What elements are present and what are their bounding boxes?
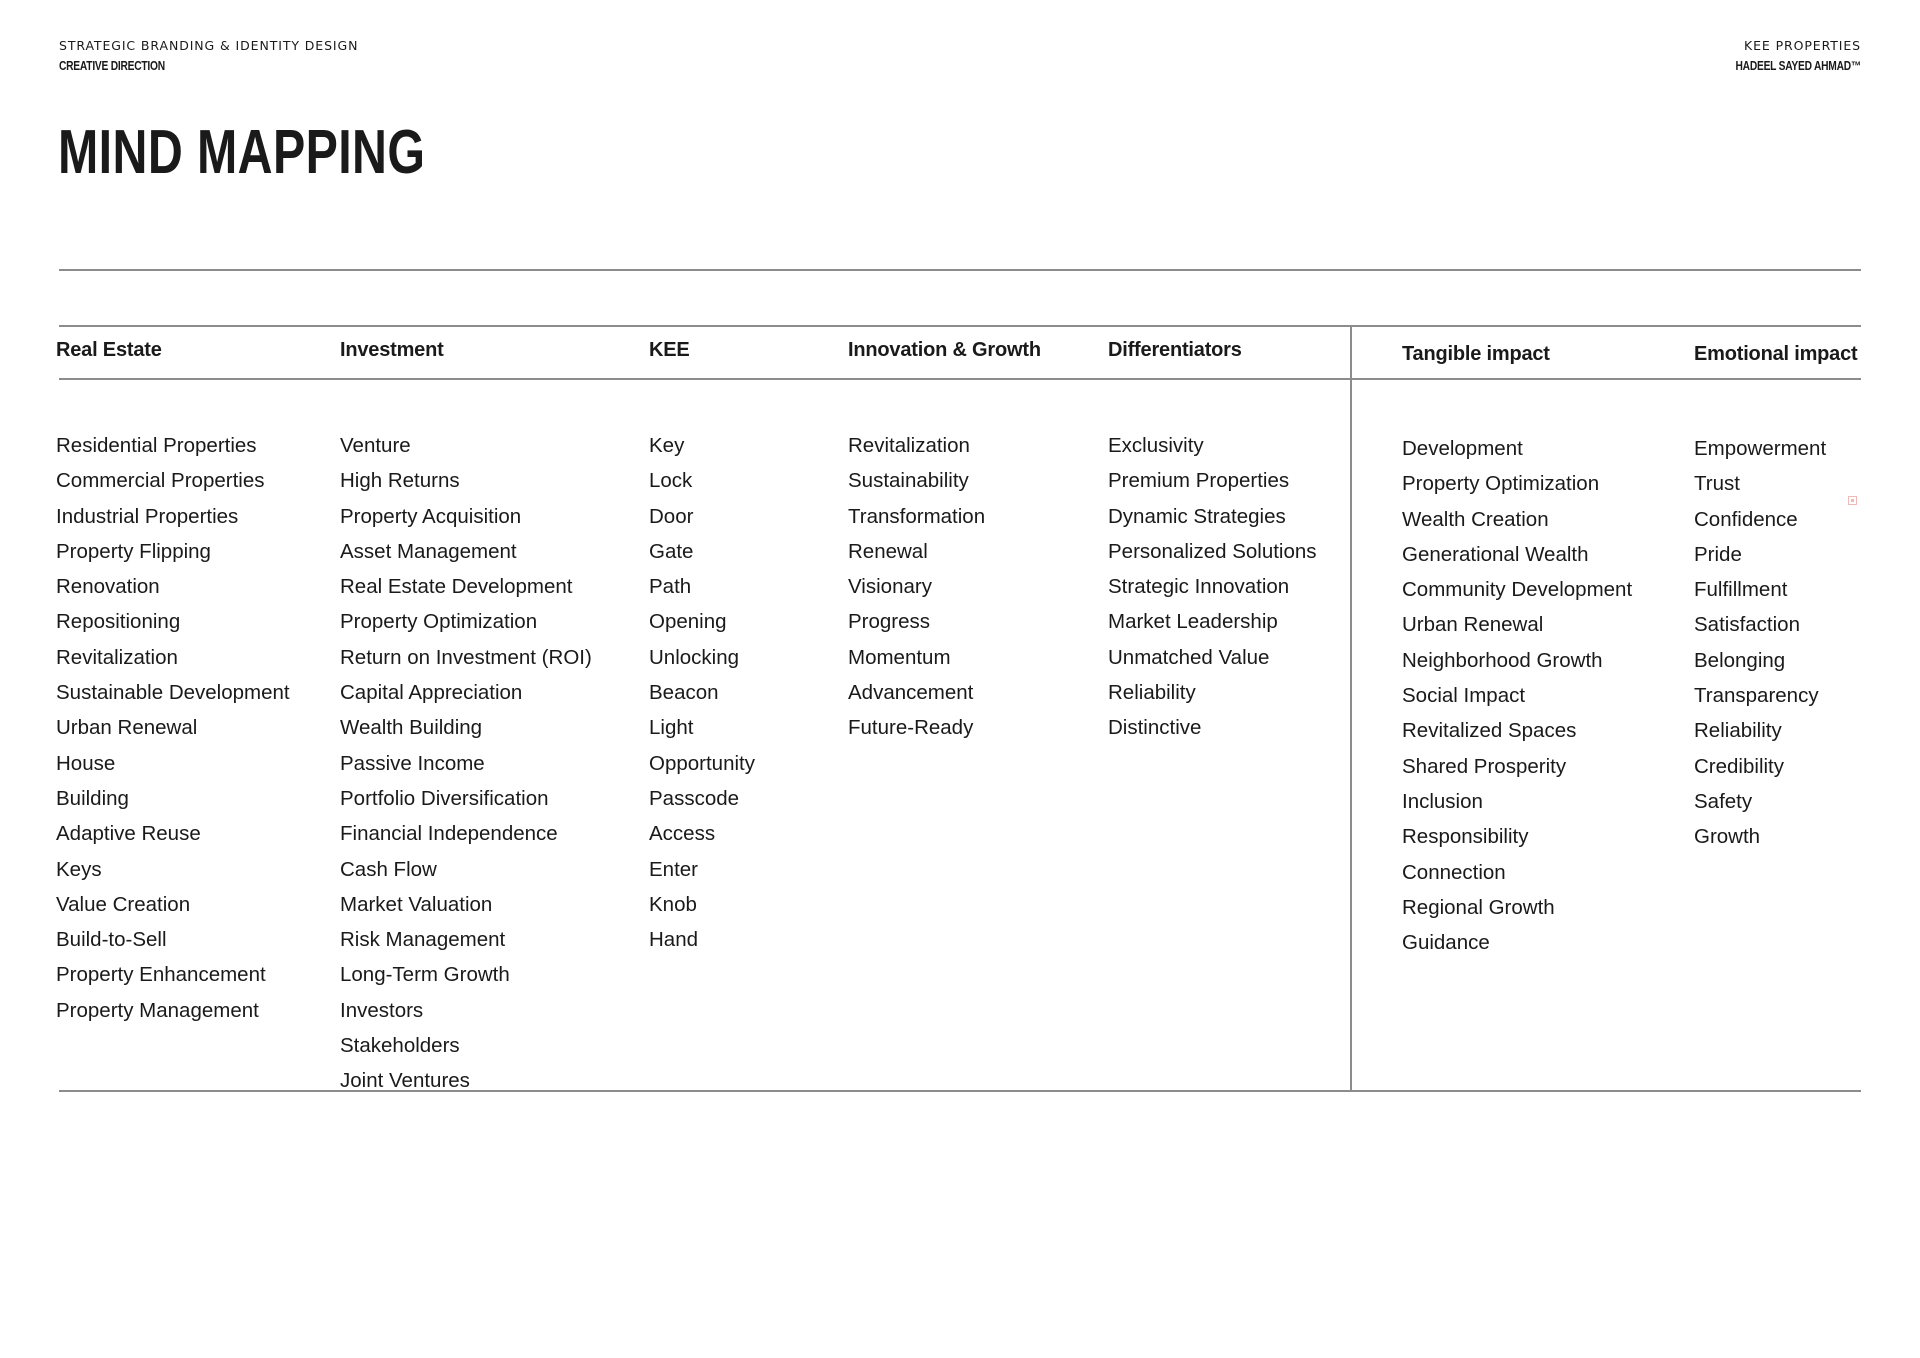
list-item: Reliability [1694, 719, 1782, 743]
list-item: Repositioning [56, 610, 181, 634]
list-item: Distinctive [1108, 716, 1202, 740]
list-item: Exclusivity [1108, 434, 1204, 457]
list-item: Satisfaction [1694, 613, 1800, 637]
header-left-line2: CREATIVE DIRECTION [59, 59, 165, 73]
impact-separator [1350, 325, 1352, 1091]
list-item: Generational Wealth [1402, 542, 1589, 566]
list-item: Financial Independence [340, 822, 558, 846]
list-item: Capital Appreciation [340, 681, 523, 705]
list-item: Dynamic Strategies [1108, 504, 1286, 528]
header-left [59, 36, 358, 76]
list-item: Premium Properties [1108, 469, 1290, 493]
list-item: Urban Renewal [56, 716, 198, 740]
list-item: Stakeholders [340, 1034, 460, 1058]
list-item: Property Optimization [340, 610, 538, 634]
list-item: Renovation [56, 575, 160, 599]
list-item: Access [649, 822, 716, 846]
column-list [848, 428, 1041, 746]
column-heading: Tangible impact [1402, 343, 1550, 365]
small-square-mark-icon [1848, 496, 1857, 505]
header-right-line1: KEE PROPERTIES [1744, 38, 1861, 53]
list-item: Market Leadership [1108, 610, 1278, 634]
list-item: Revitalization [848, 434, 970, 457]
list-item: Door [649, 504, 694, 528]
list-item: Responsibility [1402, 825, 1529, 849]
list-item: Unlocking [649, 645, 740, 669]
header-right [1708, 36, 1861, 76]
list-item: Knob [649, 892, 697, 916]
list-item: Social Impact [1402, 684, 1526, 708]
list-item: Property Enhancement [56, 963, 266, 987]
list-item: Industrial Properties [56, 504, 239, 528]
list-item: Community Development [1402, 578, 1633, 602]
list-item: Market Valuation [340, 892, 493, 916]
column-list [56, 428, 290, 1028]
list-item: Progress [848, 610, 931, 634]
column-list [1402, 431, 1632, 960]
list-item: Adaptive Reuse [56, 822, 201, 846]
table-top-rule [59, 325, 1861, 327]
list-item: Inclusion [1402, 789, 1483, 813]
list-item: Empowerment [1694, 437, 1827, 460]
column-real-estate [56, 338, 290, 1028]
header-left-line1: STRATEGIC BRANDING & IDENTITY DESIGN [59, 38, 359, 53]
column-heading: Innovation & Growth [848, 339, 1041, 361]
list-item: Growth [1694, 825, 1761, 849]
list-item: Enter [649, 857, 698, 881]
list-item: Safety [1694, 789, 1753, 813]
list-item: Transparency [1694, 684, 1819, 708]
list-item: Venture [340, 434, 411, 457]
column-heading: Emotional impact [1694, 343, 1858, 365]
list-item: Property Optimization [1402, 472, 1600, 496]
list-item: Neighborhood Growth [1402, 648, 1603, 672]
column-tangible-impact [1402, 342, 1632, 960]
list-item: Future-Ready [848, 716, 974, 740]
column-heading: Real Estate [56, 339, 162, 361]
list-item: Shared Prosperity [1402, 754, 1567, 778]
list-item: Belonging [1694, 648, 1786, 672]
list-item: Cash Flow [340, 857, 437, 881]
list-item: Trust [1694, 472, 1740, 496]
list-item: Joint Ventures [340, 1069, 470, 1093]
list-item: Pride [1694, 542, 1742, 566]
list-item: Value Creation [56, 892, 191, 916]
list-item: Wealth Building [340, 716, 483, 740]
list-item: Revitalization [56, 645, 178, 669]
column-heading: Differentiators [1108, 339, 1242, 361]
column-list [649, 428, 755, 957]
list-item: Regional Growth [1402, 895, 1555, 919]
list-item: Lock [649, 469, 693, 493]
list-item: Visionary [848, 575, 932, 599]
list-item: Long-Term Growth [340, 963, 510, 987]
list-item: Renewal [848, 539, 928, 563]
list-item: Passive Income [340, 751, 485, 775]
column-kee [649, 338, 755, 957]
list-item: Connection [1402, 860, 1506, 884]
list-item: Confidence [1694, 507, 1798, 531]
list-item: Risk Management [340, 928, 506, 952]
list-item: House [56, 751, 116, 775]
list-item: Transformation [848, 504, 986, 528]
list-item: Property Management [56, 998, 259, 1022]
list-item: Strategic Innovation [1108, 575, 1290, 599]
column-heading: Investment [340, 339, 444, 361]
list-item: Commercial Properties [56, 469, 265, 493]
list-item: Guidance [1402, 931, 1490, 955]
page-title: MIND MAPPING [58, 118, 426, 187]
list-item: Personalized Solutions [1108, 539, 1317, 563]
list-item: Urban Renewal [1402, 613, 1544, 637]
list-item: Momentum [848, 645, 951, 669]
column-differentiators [1108, 338, 1317, 746]
list-item: Sustainability [848, 469, 969, 493]
list-item: Key [649, 434, 685, 457]
column-list [340, 428, 592, 1099]
list-item: Passcode [649, 786, 740, 810]
column-investment [340, 338, 592, 1099]
list-item: Opportunity [649, 751, 755, 775]
column-emotional-impact [1694, 342, 1858, 855]
header-right-line2: HADEEL SAYED AHMAD™ [1735, 59, 1861, 73]
list-item: Path [649, 575, 692, 599]
list-item: Keys [56, 857, 102, 881]
list-item: High Returns [340, 469, 460, 493]
list-item: Residential Properties [56, 434, 257, 457]
column-list [1694, 431, 1858, 855]
column-list [1108, 428, 1317, 746]
list-item: Light [649, 716, 694, 740]
list-item: Property Flipping [56, 539, 211, 563]
list-item: Property Acquisition [340, 504, 522, 528]
list-item: Fulfillment [1694, 578, 1788, 602]
list-item: Credibility [1694, 754, 1784, 778]
list-item: Beacon [649, 681, 719, 705]
list-item: Asset Management [340, 539, 517, 563]
list-item: Sustainable Development [56, 681, 290, 705]
list-item: Investors [340, 998, 424, 1022]
list-item: Opening [649, 610, 727, 634]
list-item: Revitalized Spaces [1402, 719, 1577, 743]
list-item: Unmatched Value [1108, 645, 1270, 669]
list-item: Gate [649, 539, 694, 563]
list-item: Development [1402, 437, 1523, 460]
list-item: Reliability [1108, 681, 1196, 705]
table-bottom-rule [59, 1090, 1861, 1092]
list-item: Advancement [848, 681, 974, 705]
list-item: Building [56, 786, 129, 810]
column-heading: KEE [649, 339, 690, 361]
top-divider [59, 269, 1861, 271]
list-item: Hand [649, 928, 699, 952]
column-innovation-growth [848, 338, 1041, 746]
list-item: Portfolio Diversification [340, 786, 549, 810]
list-item: Build-to-Sell [56, 928, 167, 952]
list-item: Wealth Creation [1402, 507, 1549, 531]
list-item: Real Estate Development [340, 575, 573, 599]
list-item: Return on Investment (ROI) [340, 645, 592, 669]
